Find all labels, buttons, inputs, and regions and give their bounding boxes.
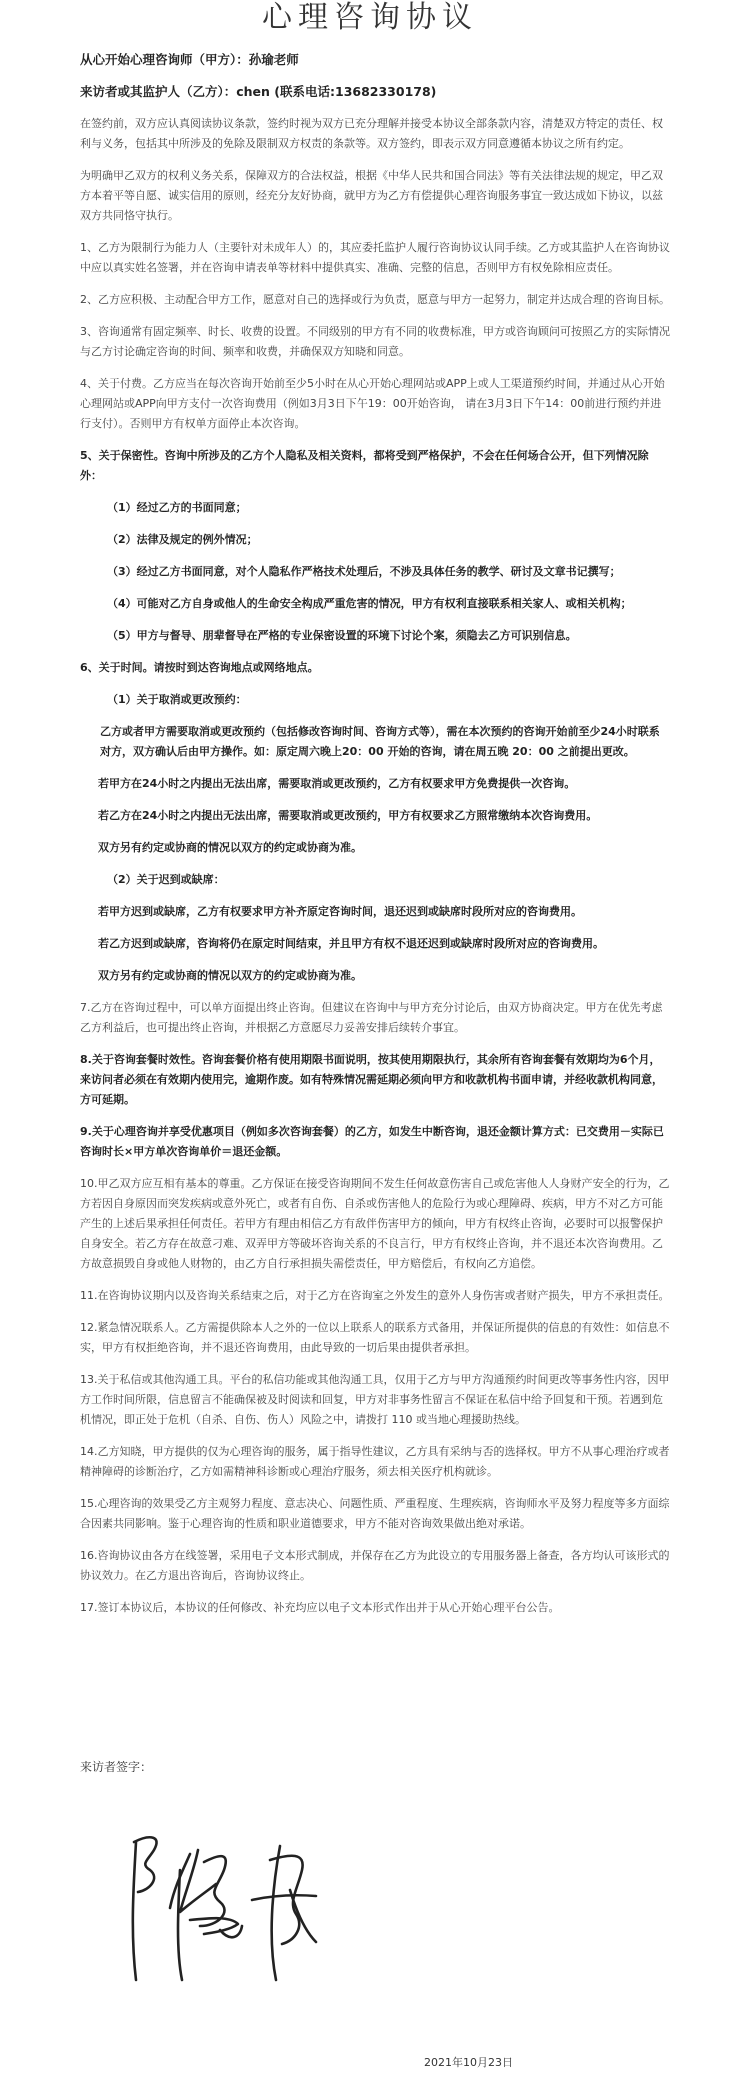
clause-5-item: （4）可能对乙方自身或他人的生命安全构成严重危害的情况，甲方有权利直接联系相关家人、或相关机构； (107, 597, 632, 610)
clause-17: 17.签订本协议后，本协议的任何修改、补充均应以电子文本形式作出并于从心开始心理平台公告。 (80, 1601, 560, 1614)
clause-11: 11.在咨询协议期内以及咨询关系结束之后，对于乙方在咨询室之外发生的意外人身伤害或者财产损失，甲方不承担责任。 (80, 1289, 670, 1302)
clause-5-title: 5、关于保密性。咨询中所涉及的乙方个人隐私及相关资料，都将受到严格保护，不会在任何场合公开，但下列情况除外： (80, 449, 649, 482)
clause-3: 3、咨询通常有固定频率、时长、收费的设置。不同级别的甲方有不同的收费标准，甲方或咨询顾问可按照乙方的实际情况与乙方讨论确定咨询的时间、频率和收费，并确保双方知晓和同意。 (80, 325, 670, 358)
clause-6-line: 双方另有约定或协商的情况以双方的约定或协商为准。 (98, 969, 362, 982)
clause-14: 14.乙方知晓，甲方提供的仅为心理咨询的服务，属于指导性建议，乙方具有采纳与否的选择权。甲方不从事心理治疗或者精神障碍的诊断治疗，乙方如需精神科诊断或心理治疗服务，须去相关医疗机构就诊。 (80, 1445, 670, 1478)
intro-paragraph: 为明确甲乙双方的权利义务关系，保障双方的合法权益，根据《中华人民共和国合同法》等有关法律法规的规定，甲乙双方本着平等自愿、诚实信用的原则，经充分友好协商，就甲方为乙方有偿提供心理咨询服务事宜一致达成如下协议，以兹双方共同恪守执行。 (80, 169, 663, 222)
clause-9: 9.关于心理咨询并享受优惠项目（例如多次咨询套餐）的乙方，如发生中断咨询，退还金额计算方式：已交费用－实际已咨询时长×甲方单次咨询单价＝退还金额。 (80, 1125, 664, 1158)
clause-6 (80, 658, 670, 986)
clause-1: 1、乙方为限制行为能力人（主要针对未成年人）的，其应委托监护人履行咨询协议认同手续。乙方或其监护人在咨询协议中应以真实姓名签署，并在咨询申请表单等材料中提供真实、准确、完整的信息，否则甲方有权免除相应责任。 (80, 241, 670, 274)
clause-6-line: 若甲方迟到或缺席，乙方有权要求甲方补齐原定咨询时间，退还迟到或缺席时段所对应的咨询费用。 (98, 905, 582, 918)
clause-4: 4、关于付费。乙方应当在每次咨询开始前至少5小时在从心开始心理网站或APP上或人工渠道预约时间，并通过从心开始心理网站或APP向甲方支付一次咨询费用（例如3月3日下午19：00开始咨询， 请在3月3日下午14：00前进行预约并进行支付）。否则甲方有权单方面停止本次咨询。 (80, 377, 665, 430)
clause-6-title: 6、关于时间。请按时到达咨询地点或网络地点。 (80, 661, 319, 674)
clause-5-item: （2）法律及规定的例外情况； (107, 533, 258, 546)
clause-5 (80, 446, 670, 646)
clause-6-sub1-body: 乙方或者甲方需要取消或更改预约（包括修改咨询时间、咨询方式等），需在本次预约的咨询开始前至少24小时联系对方，双方确认后由甲方操作。如：原定周六晚上20：00 开始的咨询，请在周五晚 20：00 之前提出更改。 (100, 725, 660, 758)
clause-13: 13.关于私信或其他沟通工具。平台的私信功能或其他沟通工具，仅用于乙方与甲方沟通预约时间更改等事务性内容，因甲方工作时间所限，信息留言不能确保被及时阅读和回复，甲方对非事务性留言不保证在私信中给予回复和干预。若遇到危机情况，即正处于危机（自杀、自伤、伤人）风险之中，请拨打 110 或当地心理援助热线。 (80, 1373, 670, 1426)
document-title: 心理咨询协议 (262, 0, 478, 35)
signature-date: 2021年10月23日 (424, 2056, 513, 2069)
clause-8: 8.关于咨询套餐时效性。咨询套餐价格有使用期限书面说明，按其使用期限执行，其余所有咨询套餐有效期均为6个月，来访问者必须在有效期内使用完，逾期作废。如有特殊情况需延期必须向甲方和收款机构书面申请，并经收款机构同意，方可延期。 (80, 1053, 663, 1106)
clause-6-line: 双方另有约定或协商的情况以双方的约定或协商为准。 (98, 841, 362, 854)
clause-6-line: 若乙方迟到或缺席，咨询将仍在原定时间结束，并且甲方有权不退还迟到或缺席时段所对应的咨询费用。 (98, 937, 604, 950)
clause-16: 16.咨询协议由各方在线签署，采用电子文本形式制成，并保存在乙方为此设立的专用服务器上备查，各方均认可该形式的协议效力。在乙方退出咨询后，咨询协议终止。 (80, 1549, 670, 1582)
intro-paragraph: 在签约前，双方应认真阅读协议条款，签约时视为双方已充分理解并接受本协议全部条款内容，清楚双方特定的责任、权利与义务，包括其中所涉及的免除及限制双方权责的条款等。双方签约，即表示双方同意遵循本协议之所有约定。 (80, 117, 663, 150)
clause-7: 7.乙方在咨询过程中，可以单方面提出终止咨询。但建议在咨询中与甲方充分讨论后，由双方协商决定。甲方在优先考虑乙方利益后，也可提出终止咨询，并根据乙方意愿尽力妥善安排后续转介事宜。 (80, 1001, 663, 1034)
agreement-body (80, 50, 670, 1630)
clause-12: 12.紧急情况联系人。乙方需提供除本人之外的一位以上联系人的联系方式备用，并保证所提供的信息的有效性：如信息不实，甲方有权拒绝咨询，并不退还咨询费用，由此导致的一切后果由提供者承担。 (80, 1321, 670, 1354)
party-a: 从心开始心理咨询师（甲方）：孙瑜老师 (80, 52, 299, 67)
clause-15: 15.心理咨询的效果受乙方主观努力程度、意志决心、问题性质、严重程度、生理疾病，咨询师水平及努力程度等多方面综合因素共同影响。鉴于心理咨询的性质和职业道德要求，甲方不能对咨询效果做出绝对承诺。 (80, 1497, 670, 1530)
clause-10: 10.甲乙双方应互相有基本的尊重。乙方保证在接受咨询期间不发生任何故意伤害自己或危害他人人身财产安全的行为，乙方若因自身原因而突发疾病或意外死亡，或者有自伤、自杀或伤害他人的危险行为或心理障碍、疾病，甲方不对乙方可能产生的上述后果承担任何责任。若甲方有理由相信乙方有敌伴伤害甲方的倾向，甲方有权终止咨询，必要时可以报警保护自身安全。若乙方存在故意刁难、双弄甲方等破坏咨询关系的不良言行，甲方有权终止咨询，并不退还本次咨询费用。乙方故意损毁自身或他人财物的，由乙方自行承担损失需偿责任，甲方赔偿后，有权向乙方追偿。 (80, 1177, 670, 1270)
signature-label: 来访者签字： (80, 1760, 153, 1774)
clause-5-item: （5）甲方与督导、朋辈督导在严格的专业保密设置的环境下讨论个案，须隐去乙方可识别信息。 (107, 629, 577, 642)
party-b: 来访者或其监护人（乙方）：chen (联系电话:13682330178) (80, 84, 437, 99)
clause-6-sub1: （1）关于取消或更改预约： (107, 693, 247, 706)
clause-5-item: （3）经过乙方书面同意，对个人隐私作严格技术处理后，不涉及具体任务的教学、研讨及文章书记撰写； (107, 565, 621, 578)
clause-6-line: 若乙方在24小时之内提出无法出席，需要取消或更改预约，甲方有权要求乙方照常缴纳本次咨询费用。 (98, 809, 598, 822)
clause-6-line: 若甲方在24小时之内提出无法出席，需要取消或更改预约，乙方有权要求甲方免费提供一次咨询。 (98, 777, 576, 790)
clause-2: 2、乙方应积极、主动配合甲方工作，愿意对自己的选择或行为负责，愿意与甲方一起努力，制定并达成合理的咨询目标。 (80, 293, 670, 306)
clause-6-sub2: （2）关于迟到或缺席： (107, 873, 225, 886)
clause-5-item: （1）经过乙方的书面同意； (107, 501, 247, 514)
handwritten-signature (120, 1830, 340, 1990)
